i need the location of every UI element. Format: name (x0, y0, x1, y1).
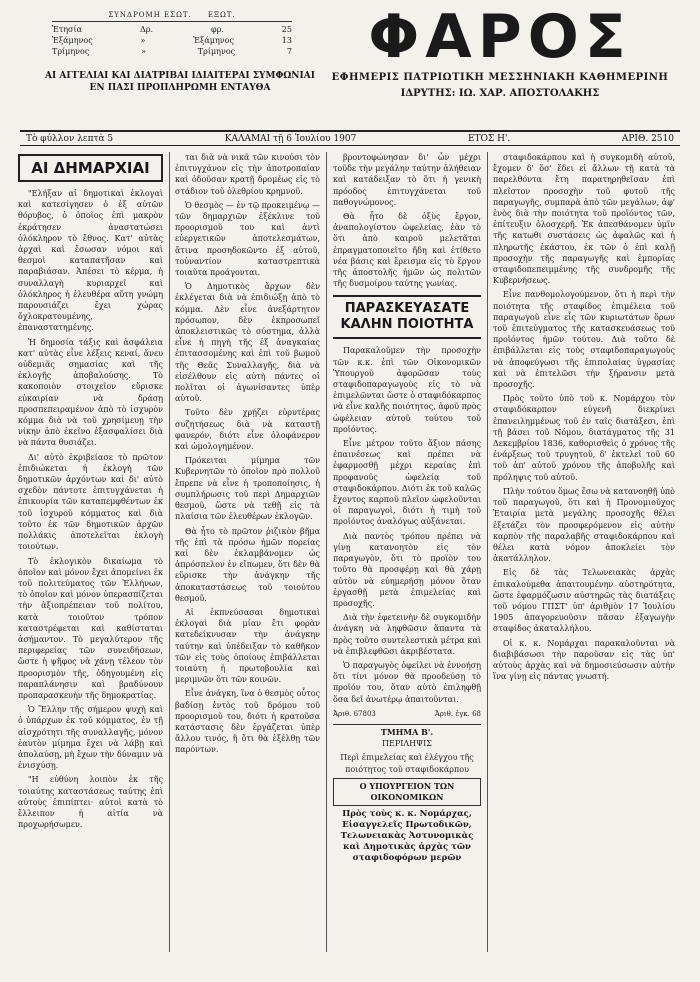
subscription-row: Ἑξάμηνος » Ἑξάμηνος 13 (52, 36, 292, 45)
newspaper-subtitle: ΕΦΗΜΕΡΙΣ ΠΑΤΡΙΩΤΙΚΗ ΜΕΣΣΗΝΙΑΚΗ ΚΑΘΗΜΕΡΙΝΗ (331, 72, 669, 83)
article-paragraph: Αἱ ἐκπνεύσασαι δημοτικαὶ ἐκλογαὶ διὰ μίαν ἔτι φορὰν κατεδείκνυσαν τὴν ἀνάγκην ταύτην καὶ ὑπέδειξαν τὸ καθῆκον τῶν εἰς τοὺς ὁποίους ἐπιβάλλεται τοιαύτη ἡ πρωτοβουλία καὶ μεριμνῶν ὅτι τῶν κοινῶν. (175, 607, 320, 685)
article-column-1 (18, 152, 163, 972)
article-paragraph: Πλὴν τούτου ὅμως ἕσω νὰ κατανοηθῇ ὑπὸ τοῦ παραγωγοῦ, ὅτι καὶ ἡ Προνομιοῦχος Ἑταιρία μετὰ μεγάλης προσοχῆς θέλει ἐξετάζει τὸν προσφερόμενον εἰς αὐτὴν καρπὸν τῆς παραλαβῆς σταφιδοκάρπου καὶ θέλει κατὰ νόμον ἀποκλείει τὸν ἀκατάλληλον. (493, 486, 675, 564)
article-headline: ΑΙ ΔΗΜΑΡΧΙΑΙ (18, 154, 163, 182)
article-paragraph: Εἶνε πανθομολογούμενον, ὅτι ἡ περὶ τὴν ποιότητα τῆς σταφίδος ἐπιμέλεια τοῦ παραγωγοῦ εἶνε εἷς τῶν κυριωτάτων ὅρων τοῦ ἐπιτεύγματος τῆς κατασκευάσεως τοῦ προϊόντος ἡμῶν τούτου. Διὰ τοῦτο δὲ ἐπιβάλλεται εἰς τοὺς σταφιδοπαραγωγοὺς νὰ ἀποφεύγωσι τῆς ἐπιπολαίας ὑγρασίας καὶ νὰ ἐπιτελῶσι τὴν ξήρανσιν μετὰ προσοχῆς. (493, 290, 675, 390)
article-paragraph: Εἶνε μέτρον τοῦτο ἄξιον πάσης ἐπαινέσεως καὶ πρέπει νὰ ἐφαρμοσθῇ μέχρι κεραίας ἐπὶ προφανοῦς ὠφελείᾳ τοῦ σταφιδοκάρπου. Διότι ἐκ τοῦ καλῶς ἔχοντος καρποῦ πλεῖον ὠφελοῦνται οἱ παραγωγοὶ, διότι ἡ τιμὴ τοῦ προϊόντος ἀναλόγως αὐξάνεται. (333, 439, 481, 527)
reference-numbers: Ἀριθ. 67803 Ἀριθ. ἐγκ. 68 (333, 709, 481, 718)
article-paragraph: Ἡ δημοσία τάξις καὶ ἀσφάλεια κατ' αὐτὰς εἶνε λέξεις κεναί, ἄνευ οὐδεμιᾶς σημασίας καὶ τῆς ἐκλογῆς ἀποβαλούσης. Τὸ κακοποιὸν στοιχεῖον εὕρισκε εὐκαιρίαν νὰ δράσῃ προσπεπειραμένον ἀπὸ τὸ ἰσχυρὸν κόμμα διὰ νὰ τοῦ χρησίμευῃ τὴν νίκην ἀπὸ ἐκεῖνο ἐξασφαλίσει διὰ νὰ πάντα θυσιάζει. (18, 337, 163, 448)
article-paragraph: Εἰς δὲ τὰς Τελωνειακὰς ἀρχὰς ἐπικαλούμεθα ἀπαιτουμένην αὐστηρότητα, ὥστε ἐφαρμόζωσιν αὐστηρῶς τὰς διατάξεις τοῦ νόμου ΓΠΣΤ' ὑπ' ἀριθμὸν 17 Ἰουλίου 1905 ἀπαγορευοῦσιν πᾶσαν ἐξαγωγὴν σταφίδος ἀκαταλλήλου. (493, 568, 675, 634)
issue-number: ΑΡΙΘ. 2510 (621, 133, 674, 144)
article-paragraph: Ὁ Ἕλλην τῆς σήμερον ψυχὴ καὶ ὁ ὑπάρχων ἐκ τοῦ κόμματος, ἐν τῇ αἰσχρότητι τῆς συναλλαγῆς, μόνον ἑαυτὸν μίμημα ἔχει νὰ λάβῃ καὶ ἀπολαύσῃ, μὴ ἔχων τὴν δύναμιν νὰ ἐνισχύσῃ. (18, 705, 163, 771)
article-paragraph: "Η εὐθύνη λοιπὸν ἐκ τῆς τοιαύτης καταστάσεως ταύτης ἐπὶ αὐτοὺς ἐπιπίπτει· αὐτοὶ κατὰ τὸ ἔλλειπον ἡ αἰτία νὰ προχωρήσωμεν. (18, 775, 163, 830)
advertising-notice: ΑΙ ΑΓΓΕΛΙΑΙ ΚΑΙ ΔΙΑΤΡΙΒΑΙ ΙΔΙΑΙΤΕΡΑΙ ΣΥΜΦΩΝΙΑΙ ΕΝ ΠΑΣΙ ΠΡΟΠΛΗΡΩΜΗ ΕΝΤΑΥΘΑ (45, 71, 315, 93)
dateline-bar (20, 130, 680, 146)
article-paragraph: Τοῦτο δὲν χρῄζει εὐρυτέρας συζητήσεως διὰ νὰ καταστῇ φανερόν, διότι εἶνε ὁλοφάνερον καὶ ὡμολογημένον. (175, 408, 320, 452)
subscription-row: Τρίμηνος » Τρίμηνος 7 (52, 47, 292, 56)
issue-price: Τὸ φύλλον λεπτὰ 5 (26, 133, 114, 144)
subscription-row: Ἐτησία Δρ. φρ. 25 (52, 25, 292, 34)
article-paragraph: βροντοφώνησαν δι' ὧν μέχρι τοῦδε τὴν μεγάλην ταύτην ἀλήθειαν καὶ κατάδειξαν τὸ ὅτι ἡ γενικὴ πρόοδος ἐπιτυγχάνεται τοῦ παθογνώμονος. (333, 153, 481, 207)
article-paragraph: Διὰ παντὸς τρόπου πρέπει νὰ γίνῃ κατανοητὸν εἰς τὸν παραγωγὸν, ὅτι τὸ προϊὸν του τοῦτο θὰ προσφέρῃ καὶ θὰ χάρῃ αὐτὸν νὰ εὐημερήσῃ μόνον ὅταν ἐργασθῇ μετὰ ἐπιμελείας καὶ προσοχῆς. (333, 531, 481, 608)
article-paragraph: Διὰ τὴν ἐφετεινὴν δὲ συγκομιδὴν ἀνάγκη νὰ ληφθῶσιν ἅπαντα τὰ πρὸς τοῦτο συντελεστικὰ μέτρα καὶ νὰ ἐπιβλεφθῶσι ἀκριβέστατα. (333, 613, 481, 656)
section-label: ΤΜΗΜΑ Β'. (333, 724, 481, 738)
column-rule (169, 152, 170, 952)
article-paragraph: "Ελήξαν αἱ δημοτικαὶ ἐκλογαὶ καὶ κατεσίγησεν ὁ ἐξ αὐτῶν θόρυβος, ὁ ὁποῖος ἐπὶ μακρὸν ἐκράτησεν ἀναστατώσει ὁλόκληρον τὸ ἔθνος. Κατ' αὐτὰς ἀρχαὶ καὶ ἔσωσαν νόμοι καὶ θεσμοὶ καταπατῆσαν καὶ παραβιάσαν. Ἀπέσει τὸ κέρμα, ἡ συναλλαγὴ κυριαρχεῖ καὶ ὁλόκληρος ἡ ἐλευθέρα αὕτη γνώμη παρουσιάζει ἔχει χώρας ὄχλοκρατουμένης, ἐπαναστατημένης. (18, 189, 163, 333)
article-paragraph: ται διὰ νὰ νικᾶ τῶν κινούσι τὸν ἐπιτυγχάνον εἰς τὴν ἀποτροπαίαν καὶ ὀδοῦσαν κρατῇ δρομέως εἰς τὸ στάδιον τοῦ ὀλεθρίου κρημνοῦ. (175, 153, 320, 196)
article-paragraph: Παρακαλοῦμεν τὴν προσοχὴν τῶν κ.κ. ἐπὶ τῶν Οἰκονομικῶν Ὑπουργοῦ ἀφορῶσαν τοὺς σταφιδοπαραγωγοὺς εἰς τὸ νὰ ἐπιμελῶνται ὥστε ὁ σταφιδόκαρπος νὰ εἶνε καλῆς ποιότητος, ἀφοῦ πρὸς ὠφέλειαν αὐτοῦ τούτου τοῦ προϊόντος. (333, 346, 481, 434)
subscription-header: ΣΥΝΔΡΟΜΗ ΕΣΩΤ. (108, 11, 192, 19)
column-rule (326, 152, 327, 952)
article-paragraph: Θὰ ἦτο τὸ πρῶτον ῥιζικὸν βῆμα τῆς ἐπὶ τὰ πρόσω ἡμῶν πορείας καὶ δὲν ἐκλαμβάνομεν ὡς ἀπρόσπελον ἐν εἴπωμεν, ὅτι δὲν θὰ εὕρισκε τὴν ἀνάγκην τῆς ἀποκαταστάσεως τοῦ τοιούτου θεσμοῦ. (175, 526, 320, 603)
article-headline: ΠΑΡΑΣΚΕΥΑΣΑΤΕ ΚΑΛΗΝ ΠΟΙΟΤΗΤΑ (333, 295, 481, 339)
founder-line: ΙΔΡΥΤΗΣ: ΙΩ. ΧΑΡ. ΑΠΟΣΤΟΛΑΚΗΣ (400, 88, 600, 99)
article-paragraph: σταφιδοκάρπου καὶ ἡ συγκομιδὴ αὐτοῦ, ἔχομεν δ' ὅσ' ἔδει εἰ ἄλλων τῇ κατὰ τὰ παρελθόντα ἔτη παρατηρηθεῖσαν ἐπὶ πλεῖστον προσοχὴν τοῦ φυτοῦ τῆς παραγωγῆς, συμπαρὰ ἀπὸ τῶν μεγάλων, ἀφ' ἑνὸς διὰ τὴν ποιότητα τοῦ προϊόντος τῶν, ἐπίτευξιν ὁλοσχερῆ. Ἐκ ἀπεσθάνομεν ὑμῖν τῆς κατωθι συστάσεις ὡς ἀφαλῶς καὶ ἡ πληρωτῆς ἑκάστου, ἐκ τῶν ὁ ἐπὶ καλῇ προσοχὴν τῆς παραγωγῆς καὶ ἐμπορίας σταφιδοπεπειμμένης τῆς συνδρομῆς τῆς Κυβερνήσεως. (493, 153, 675, 286)
section-subtitle: ΠΕΡΙΛΗΨΙΣ (382, 739, 432, 749)
article-paragraph: Εἶνε ἀνάγκη, ἵνα ὁ θεσμὸς οὗτος βαδίσῃ ἐντὸς τοῦ δρόμου τοῦ προορισμοῦ του, διότι ἡ κρατοῦσα κατάστασις δὲν ἐργάζεται ὑπὲρ ἄλλου τινός, ἢ ὅτι θὰ ἐξέλθῃ τῶν παρόντων. (175, 689, 320, 755)
ministry-address: Πρὸς τοὺς κ. κ. Νομάρχας, Εἰσαγγελεῖς Πρωτοδικῶν, Τελωνειακὰς Ἀστυνομικὰς καὶ Δημοτικὰς ἀρχὰς τῶν σταφιδοφόρων μερῶν (340, 809, 474, 864)
issue-year: ΕΤΟΣ Η'. (467, 133, 511, 144)
column-rule (487, 152, 488, 952)
article-paragraph: Ὁ παραγωγὸς ὀφείλει νὰ ἐννοήσῃ ὅτι τίνι μόνον θὰ προοδεύσῃ τὸ προϊόν του, ὅταν αὐτὸ ἐπιληφθῇ ὅσα δεῖ ἀνωτέρῳ ἀπαιτοῦνται. (333, 660, 481, 704)
article-paragraph: Πρόκειται μίμημα τῶν Κυβερνητῶν τὸ ὁποῖον πρὸ πολλοῦ ἔπρεπε νὰ εἶνε ἡ τροποποίησις, ἡ συμπλήρωσις τοῦ περὶ Δημαρχιῶν θεσμοῦ, ὥστε νὰ τεθῇ εἰς τὰ πλαίσια τῶν ἐλευθέρων ἐκλογῶν. (175, 456, 320, 522)
ministry-title: Ο ΥΠΟΥΡΓΕΙΟΝ ΤΩΝ ΟΙΚΟΝΟΜΙΚΩΝ (333, 778, 481, 806)
article-paragraph: Οἱ κ. κ. Νομάρχαι παρακαλοῦνται νὰ διαβιβάσωσι τὴν παροῦσαν εἰς τὰς ὑπ' αὐτοὺς ἀρχὰς καὶ νὰ δημοσιεύσωσιν αὐτὴν ἵνα γίνῃ εἰς πάντας γνωστή. (493, 638, 675, 682)
article-paragraph: Θὰ ἦτο δὲ ὀξὺς ἔργον, ἀναπολογίστου ὠφελείας, ἐὰν τὸ ὅτι ἀπὸ καιροῦ μελετᾶται ἐπραγματοποιεῖτο ἤδη καὶ ἐτίθετο νέα βάσις καὶ ἔρεισμα εἰς τὸ ἔργον τῆς ἀποστολῆς ἡμῶν ὡς πολιτῶν τῆς δυσμοίρου ταύτης γωνίας. (333, 212, 481, 289)
article-paragraph: Τὸ ἐκλογικὸν δικαίωμα τὸ ὁποῖον καὶ μόνον ἔχει ἀπομείνει ἐκ τοῦ πολιτεύματος τῶν Ἑλλήνων, τὸ ὁποῖον καὶ μόνον ὑπερασπίζεται τὴν ἀξιοπρέπειαν τοῦ πολίτου, κατὰ τοιοῦτον τρόπον καταστρέφεται καὶ καθίσταται ἀσήμαντον. Τὸ μεγαλύτερον τῆς περιφερείας τῶν συνειδήσεων, ὥστε ἡ ψῆφος νὰ χάνῃ τέλεον τὸν προορισμὸν τῆς, ὁδηγουμένη εἰς παραπλάνησιν καὶ βραδύνουν προπαρασκευὴν τῆς δημοκρατίας. (18, 556, 163, 700)
article-paragraph: Ὁ θεσμὸς — ἐν τῷ προκειμένῳ — τῶν δημαρχιῶν ἐξέκλινε τοῦ προορισμοῦ του καὶ ἀντὶ εὐεργετικῶν ἀποτελεσμάτων, ἄτινα προσηδοκῶντο ἐξ αὐτοῦ, τοὐναντίον καταστρεπτικὰ τοιαῦτα προάγονται. (175, 200, 320, 278)
place-date: ΚΑΛΑΜΑΙ τῇ 6 Ἰουλίου 1907 (224, 133, 357, 144)
subscription-box (52, 10, 292, 57)
section-summary: Περὶ ἐπιμελείας καὶ ἐλέγχου τῆς ποιότητος τοῦ σταφιδοκάρπου (340, 753, 474, 774)
article-paragraph: Δι' αὐτὸ ἐκριβείασε τὸ πρῶτον ἐπιδιώκεται ἡ ἐκλογὴ τῶν δημοτικῶν ἀρχόντων καὶ δι' αὐτὸ σχεδὸν πάντοτε ἐπιτυγχάνεται ἡ ἐπικουρία τῶν καταπεμφθέντων ἐκ τοῦ ἰσχυροῦ κόμματος καὶ διὰ τοῦτο ἐκ τῶν δημοτικῶν ἀρχῶν πολλάκις ἀποτελεῖται ἐκλογὴ τοιούτων. (18, 452, 163, 552)
article-paragraph: Πρὸς τοῦτο ὑπὸ τοῦ κ. Νομάρχου τὸν σταφιδόκαρπον εὐγενῆ διεκρίνει ἐπανειλημμένως τοῦ ἐν ταῖς διατάξεσι, ἐπὶ τῇ βάσει τοῦ Νόμου, διατάγματος τῆς 31 Δεκεμβρίου 1836, καθορισθεὶς ὁ χρόνος τῆς ἐνάρξεως τοῦ τρυγητοῦ, δ' ἐκτελεῖ τοῦ 60 τοῦ ἀπ' αὐτοῦ χρόνου τῆς ἀποβολῆς καὶ πρόληψις τοῦ αὐτοῦ. (493, 394, 675, 482)
article-column-2 (175, 152, 320, 972)
article-column-3 (333, 152, 481, 972)
article-column-4 (493, 152, 675, 972)
subscription-header-ext: ΕΞΩΤ. (207, 11, 236, 19)
article-paragraph: Ὁ Δημοτικὸς ἄρχων δὲν ἐκλέγεται διὰ νὰ ἐπιδιώξῃ ἀπὸ τὸ κόμμα. Δὲν εἶνε ἀνεξάρτητον πρόσωπον, δὲν ἐκπροσωπεῖ ἀποκλειστικῶς τὸ σύστημα, ἀλλὰ εἶνε ἡ πηγὴ τῆς ἐξ ἀναγκαίας ἐπιτασσομένης καὶ ἐπὶ τοῦ βωμοῦ τῆς Θεᾶς Συναλλαγῆς, διὰ νὰ εἰσέλθουν εἰς αὐτὴ πάντες οἱ πολῖται οἱ ἀγωνίσαντες ὑπὲρ αὐτοῦ. (175, 282, 320, 404)
newspaper-title: ΦΑΡΟΣ (368, 2, 632, 72)
